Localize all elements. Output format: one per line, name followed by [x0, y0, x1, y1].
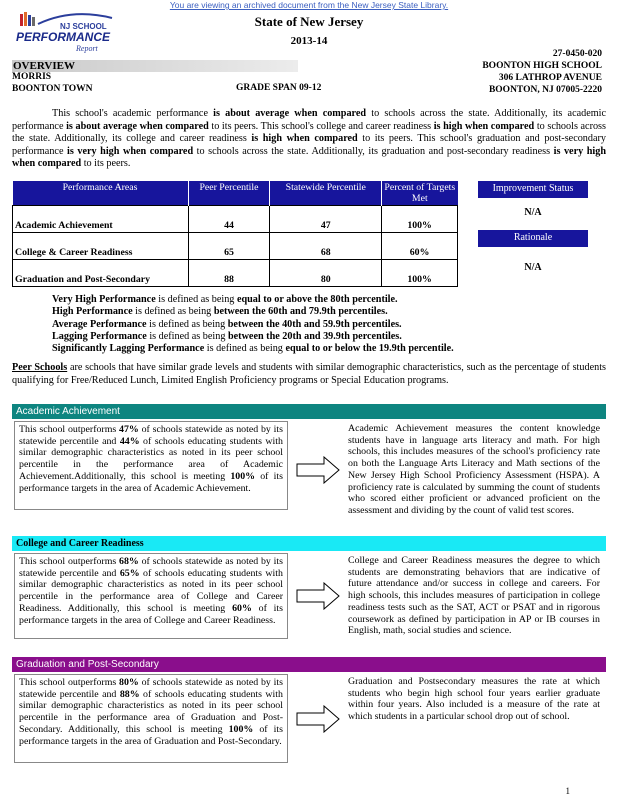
col-targets-met: Percent of Targets Met — [382, 181, 458, 206]
college-career-readiness-summary: This school outperforms 68% of schools statewide as noted by its statewide percentile and 65% of schools educating students with similar demographic characteristics as noted in its peer school percentile in the performance area of College and Career Readiness. Additionally, this school is meeting 60% of its performance targets in the area of College and Career Readiness. — [14, 553, 288, 639]
logo-sub-text: Report — [76, 44, 98, 53]
table-row — [13, 206, 458, 233]
performance-summary: This school's academic performance is about average when compared to schools across the state. Additionally, its academic performance is about average when compared to its peers. This school's college and career readiness is high when compared to schools across the state. Additionally, its college and career readiness is high when compared to its peers. This school's graduation and post-secondary performance is very high when compared to schools across the state. Additionally, its graduation and post-secondary readiness is very high when compared to its peers. — [12, 108, 607, 169]
performance-table — [12, 181, 458, 287]
school-name: BOONTON HIGH SCHOOL — [482, 61, 602, 71]
school-year: 2013-14 — [290, 35, 328, 47]
school-address: 306 LATHROP AVENUE — [498, 73, 602, 83]
performance-definitions — [52, 294, 454, 355]
arrow-right-icon — [296, 456, 340, 484]
row-peer: 44 — [188, 206, 270, 233]
table-row — [13, 233, 458, 260]
school-city: BOONTON, NJ 07005-2220 — [488, 85, 602, 95]
peer-schools-note: Peer Schools are schools that have similar grade levels and students with similar demographic characteristics, such as the percentage of students qualifying for Free/Reduced Lunch, Limited English Proficiency programs or Special Education programs. — [12, 362, 606, 386]
page-number: 1 — [565, 786, 570, 796]
section-college-career-readiness: College and Career Readiness — [12, 536, 606, 551]
section-graduation-post-secondary: Graduation and Post-Secondary — [12, 657, 606, 672]
definition-item: High Performance is defined as being between the 60th and 79.9th percentiles. — [52, 306, 388, 318]
improvement-status-header: Improvement Status — [478, 181, 588, 198]
row-targets: 60% — [382, 233, 458, 260]
row-area: Graduation and Post-Secondary — [13, 260, 189, 287]
section-academic-achievement: Academic Achievement — [12, 404, 606, 419]
row-targets: 100% — [382, 260, 458, 287]
county-name: MORRIS — [12, 72, 52, 82]
col-performance-areas: Performance Areas — [13, 181, 189, 206]
logo-top-text: NJ SCHOOL — [60, 22, 107, 31]
row-statewide: 68 — [270, 233, 382, 260]
row-area: Academic Achievement — [13, 206, 189, 233]
grade-span: GRADE SPAN 09-12 — [236, 83, 322, 93]
definition-item: Lagging Performance is defined as being between the 20th and 39.9th percentiles. — [52, 330, 402, 342]
state-title: State of New Jersey — [254, 14, 364, 29]
graduation-post-secondary-description: Graduation and Postsecondary measures the rate at which students who begin high school four years earlier graduate within four years. Also included is a measure of the rate at which students in a particular school drop out of school. — [348, 676, 600, 723]
academic-achievement-summary: This school outperforms 47% of schools statewide as noted by its statewide percentile and 44% of schools educating students with similar demographic characteristics as noted in its peer school percentile in the performance area of Academic Achievement.Additionally, this school is meeting 100% of its performance targets in the area of Academic Achievement. — [14, 421, 288, 510]
college-career-readiness-description: College and Career Readiness measures the degree to which students are demonstrating behaviors that are indicative of future attendance and/or success in college and careers. For high schools, this includes measures of participation in college readiness tests such as the SAT, ACT or PSAT and in rigorous coursework as defined by participation in AP or IB courses in English, math, social studies and science. — [348, 555, 600, 637]
overview-heading: OVERVIEW — [12, 60, 298, 72]
row-area: College & Career Readiness — [13, 233, 189, 260]
rationale-value: N/A — [524, 262, 542, 273]
row-peer: 88 — [188, 260, 270, 287]
arrow-right-icon — [296, 582, 340, 610]
row-targets: 100% — [382, 206, 458, 233]
definition-item: Very High Performance is defined as being equal to or above the 80th percentile. — [52, 294, 398, 305]
row-statewide: 80 — [270, 260, 382, 287]
definition-item: Significantly Lagging Performance is defined as being equal to or below the 19.9th percentile. — [52, 343, 454, 355]
arrow-right-icon — [296, 705, 340, 733]
school-code: 27-0450-020 — [552, 49, 602, 59]
row-peer: 65 — [188, 233, 270, 260]
improvement-status-value: N/A — [524, 207, 542, 218]
graduation-post-secondary-summary: This school outperforms 80% of schools statewide as noted by its statewide percentile and 88% of schools educating students with similar demographic characteristics as noted in its peer school percentile in the performance area of Graduation and Post-Secondary. Additionally, this school is meeting 100% of its performance targets in the area of Graduation and Post-Secondary. — [14, 674, 288, 763]
academic-achievement-description: Academic Achievement measures the content knowledge students have in language arts literacy and math. For high schools, this includes measures of the school's proficiency rate on both the Language Arts Literacy and Math sections of the New Jersey High School Proficiency Assessment (HSPA). A proficiency rate is calculated by summing the count of students who scored either proficient or advanced proficient on the assessment and dividing by the count of valid test scores. — [348, 423, 600, 516]
row-statewide: 47 — [270, 206, 382, 233]
definition-item: Average Performance is defined as being between the 40th and 59.9th percentiles. — [52, 318, 402, 330]
district-name: BOONTON TOWN — [12, 84, 93, 94]
logo-main-text: PERFORMANCE — [16, 30, 111, 44]
rationale-header: Rationale — [478, 230, 588, 247]
table-row — [13, 260, 458, 287]
col-peer-percentile: Peer Percentile — [188, 181, 270, 206]
col-statewide-percentile: Statewide Percentile — [270, 181, 382, 206]
archive-notice-link[interactable]: You are viewing an archived document from the New Jersey State Library. — [169, 0, 449, 10]
